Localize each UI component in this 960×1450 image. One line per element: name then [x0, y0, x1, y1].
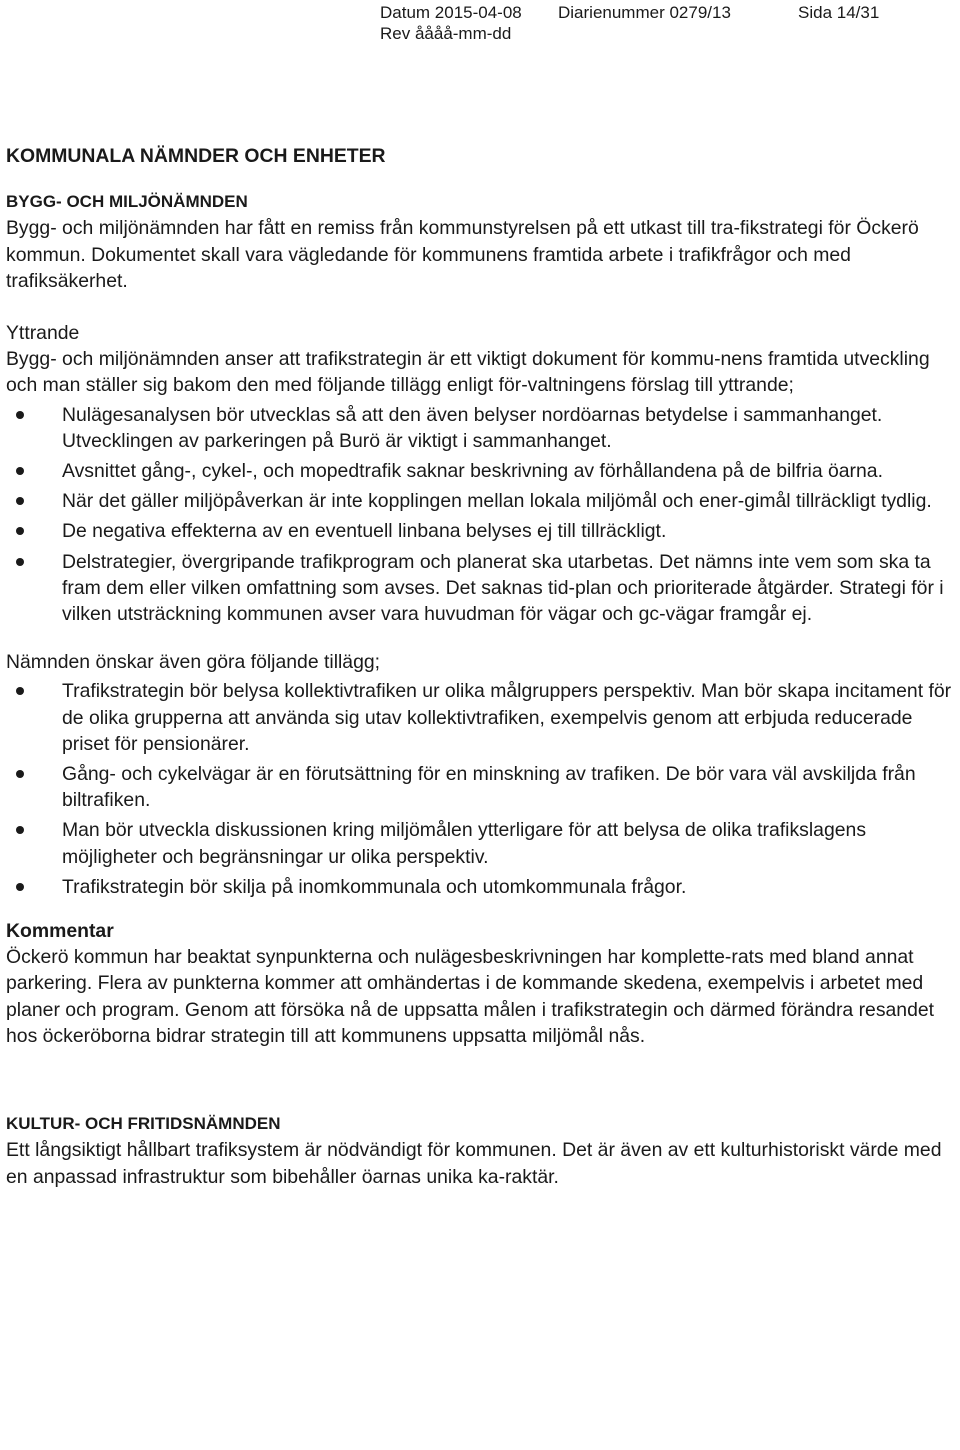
- page-header: [380, 2, 920, 44]
- bullet-icon: [16, 467, 24, 475]
- bullet-icon: [16, 497, 24, 505]
- list-item: Trafikstrategin bör skilja på inomkommunala och utomkommunala frågor.: [6, 874, 954, 900]
- bullet-icon: [16, 687, 24, 695]
- header-revision: Rev åååå-mm-dd: [380, 24, 512, 43]
- kultur-text: Ett långsiktigt hållbart trafiksystem är nödvändigt för kommunen. Det är även av ett kulturhistoriskt värde med en anpassad infrastruktur som bibehåller öarnas unika ka-raktär.: [6, 1139, 942, 1188]
- header-date: Datum 2015-04-08: [380, 3, 522, 22]
- bullet-icon: [16, 527, 24, 535]
- tillagg-intro: Nämnden önskar även göra följande tillägg;: [6, 651, 381, 674]
- yttrande-bullet-list: [6, 402, 954, 628]
- document-body: [6, 143, 954, 1190]
- bullet-icon: [16, 826, 24, 834]
- bullet-icon: [16, 411, 24, 419]
- list-item: Man bör utveckla diskussionen kring miljömålen ytterligare för att belysa de olika trafikslagens möjligheter och begränsningar ur olika perspektiv.: [6, 817, 954, 869]
- bygg-heading: BYGG- OCH MILJÖNÄMNDEN: [6, 192, 248, 212]
- header-row: [380, 2, 920, 23]
- list-item: När det gäller miljöpåverkan är inte kopplingen mellan lokala miljömål och ener-gimål tillräckligt tydlig.: [6, 488, 954, 514]
- list-item: Avsnittet gång-, cykel-, och mopedtrafik saknar beskrivning av förhållandena på de bilfria öarna.: [6, 458, 954, 484]
- kommentar-text: Öckerö kommun har beaktat synpunkterna och nulägesbeskrivningen har komplette-rats med bland annat parkering. Flera av punkterna kommer att omhändertas i de kommande skedena, exempelvis i arbetet med planer och program. Genom att försöka nå de uppsatta målen i trafikstrategin och därmed förändra resandet hos öckeröborna bidrar strategin till att kommunens uppsatta miljömål nås.: [6, 946, 935, 1047]
- header-diarienummer: Diarienummer 0279/13: [558, 3, 731, 22]
- list-item: Gång- och cykelvägar är en förutsättning för en minskning av trafiken. De bör vara väl avskiljda från biltrafiken.: [6, 761, 954, 813]
- bygg-intro: Bygg- och miljönämnden har fått en remiss från kommunstyrelsen på ett utkast till tra-fikstrategi för Öckerö kommun. Dokumentet skall vara vägledande för kommunens framtida arbete i trafikfrågor och med trafiksäkerhet.: [6, 217, 919, 292]
- kultur-heading: KULTUR- OCH FRITIDSNÄMNDEN: [6, 1114, 281, 1134]
- yttrande-label: Yttrande: [6, 322, 80, 345]
- list-item: Nulägesanalysen bör utvecklas så att den även belyser nordöarnas betydelse i sammanhanget. Utvecklingen av parkeringen på Burö är viktigt i sammanhanget.: [6, 402, 954, 454]
- kommentar-label: Kommentar: [6, 920, 114, 943]
- yttrande-text: Bygg- och miljönämnden anser att trafikstrategin är ett viktigt dokument för kommu-nens framtida utveckling och man ställer sig bakom den med följande tillägg enligt för-valtningens förslag till yttrande;: [6, 348, 930, 397]
- list-item: Delstrategier, övergripande trafikprogram och planerat ska utarbetas. Det nämns inte vem som ska ta fram dem eller vilken omfattning som avses. Det saknas tid-plan och prioriterade åtgärder. Strategi för i vilken utsträckning kommunen avser vara huvudman för vägar och gc-vägar framgår ej.: [6, 549, 954, 628]
- kultur-section: [6, 1111, 954, 1190]
- bullet-icon: [16, 558, 24, 566]
- section-title: KOMMUNALA NÄMNDER OCH ENHETER: [6, 145, 386, 167]
- bullet-icon: [16, 883, 24, 891]
- tillagg-bullet-list: [6, 678, 954, 900]
- bullet-icon: [16, 770, 24, 778]
- header-page-number: Sida 14/31: [798, 3, 880, 22]
- list-item: Trafikstrategin bör belysa kollektivtrafiken ur olika målgruppers perspektiv. Man bör skapa incitament för de olika grupperna att använda sig utav kollektivtrafiken, exempelvis genom att erbjuda reducerade priset för pensionärer.: [6, 678, 954, 757]
- list-item: De negativa effekterna av en eventuell linbana belyses ej till tillräckligt.: [6, 518, 954, 544]
- bygg-section: [6, 189, 954, 1049]
